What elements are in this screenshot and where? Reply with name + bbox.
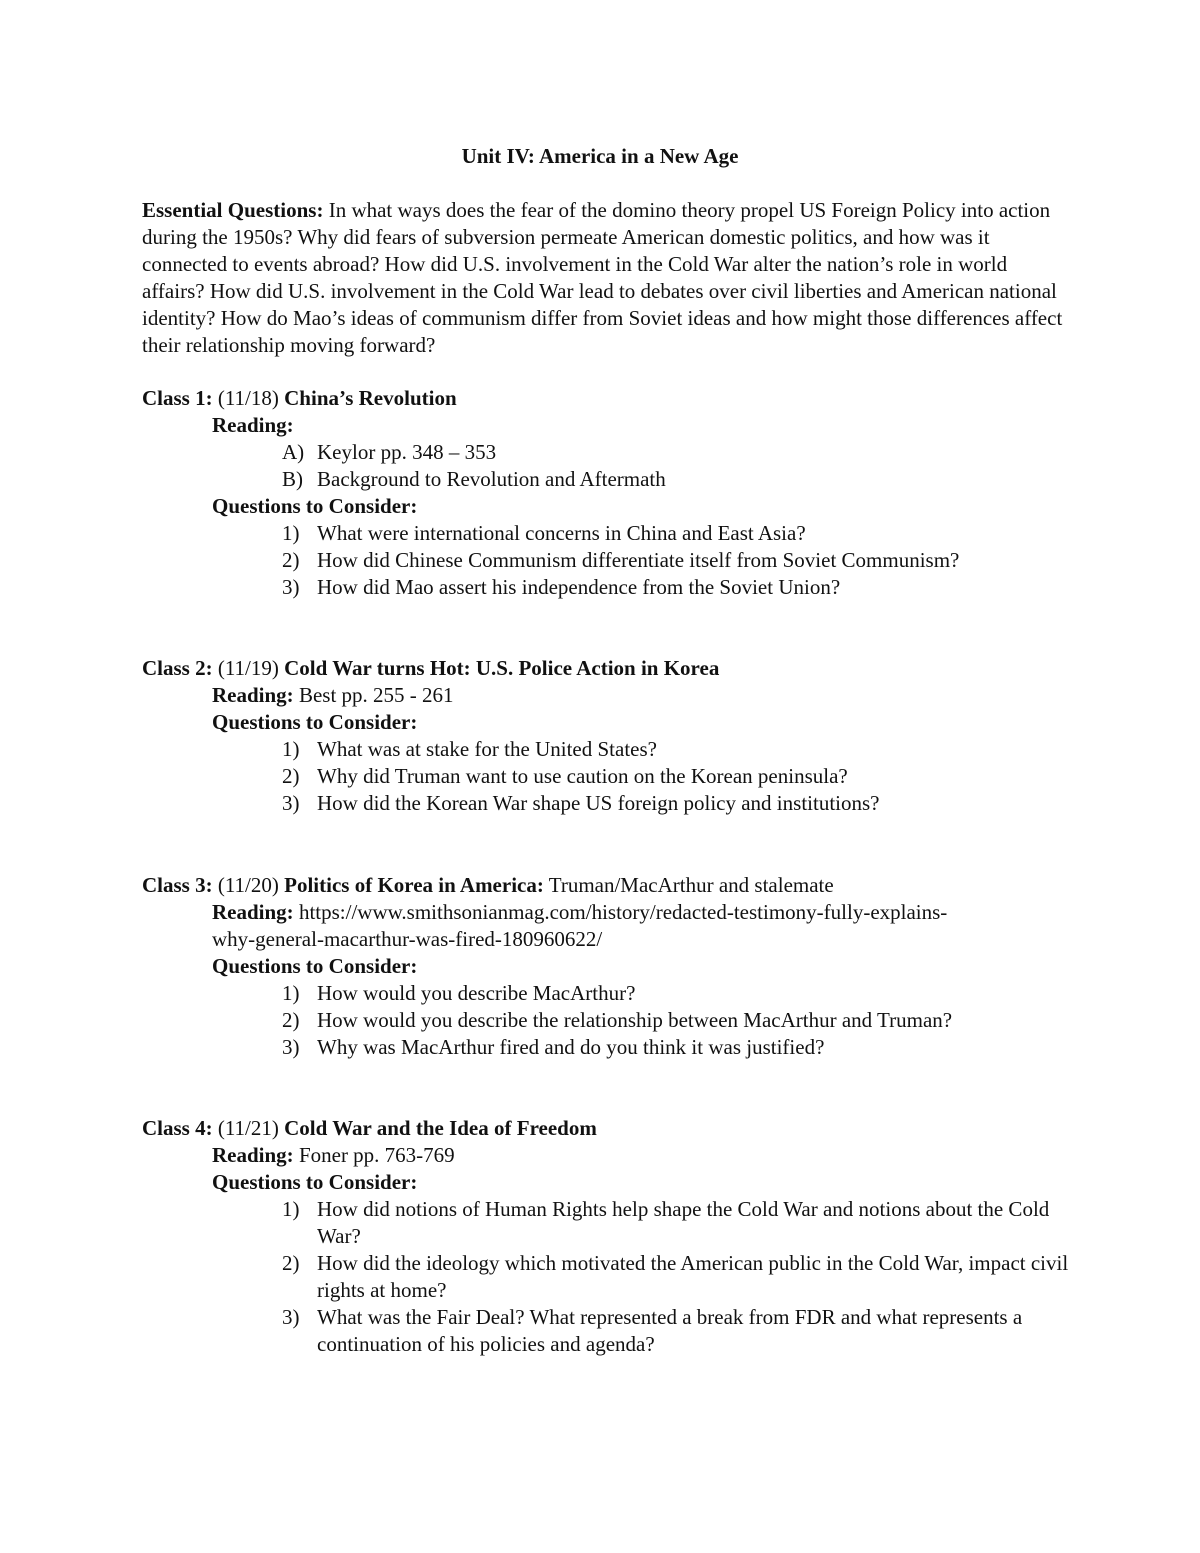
class-1-label: Class 1: xyxy=(142,386,213,410)
list-item: 3) Why was MacArthur fired and do you think it was justified? xyxy=(282,1035,825,1059)
class-3-section xyxy=(142,872,1072,1061)
class-4-heading xyxy=(142,1115,1072,1142)
essential-questions xyxy=(142,197,1072,359)
class-4-section xyxy=(142,1115,1072,1358)
class-4-date: (11/21) xyxy=(212,1116,285,1140)
list-item: 1) How would you describe MacArthur? xyxy=(282,981,636,1005)
list-item: 1) How did notions of Human Rights help shape the Cold War and notions about the Cold War? xyxy=(282,1197,1050,1248)
class-3-title: Politics of Korea in America: xyxy=(284,873,544,897)
class-3-reading: Reading: https://www.smithsonianmag.com/history/redacted-testimony-fully-explains- xyxy=(212,900,948,924)
essential-questions-text: In what ways does the fear of the domino theory propel US Foreign Policy into action during the 1950s? Why did fears of subversion permeate American domestic politics, and how was it connected to events abroad? How did U.S. involvement in the Cold War alter the nation’s role in world affairs? How did U.S. involvement in the Cold War lead to debates over civil liberties and American national identity? How do Mao’s ideas of communism differ from Soviet ideas and how might those differences affect their relationship moving forward? xyxy=(142,198,1063,357)
list-item: 1) What was at stake for the United States? xyxy=(282,737,657,761)
list-item: 2) How would you describe the relationship between MacArthur and Truman? xyxy=(282,1008,953,1032)
list-item: 2) How did the ideology which motivated the American public in the Cold War, impact civil rights at home? xyxy=(282,1251,1069,1302)
class-2-section xyxy=(142,655,1072,817)
class-2-reading: Reading: Best pp. 255 - 261 xyxy=(212,683,454,707)
class-1-questions-list xyxy=(142,520,1072,601)
class-2-heading xyxy=(142,655,1072,682)
class-4-label: Class 4: xyxy=(142,1116,213,1140)
class-1-title: China’s Revolution xyxy=(284,386,457,410)
list-item: A) Keylor pp. 348 – 353 xyxy=(282,440,497,464)
class-3-label: Class 3: xyxy=(142,873,213,897)
page-title: Unit IV: America in a New Age xyxy=(461,144,739,168)
class-4-questions-list xyxy=(142,1196,1072,1358)
list-item: 3) How did Mao assert his independence from the Soviet Union? xyxy=(282,575,841,599)
class-4-title: Cold War and the Idea of Freedom xyxy=(284,1116,597,1140)
class-4-reading: Reading: Foner pp. 763-769 xyxy=(212,1143,455,1167)
class-2-questions-label: Questions to Consider: xyxy=(212,710,418,734)
class-3-date: (11/20) xyxy=(212,873,285,897)
class-2-label: Class 2: xyxy=(142,656,213,680)
class-3-subtitle: Truman/MacArthur and stalemate xyxy=(543,873,834,897)
class-3-heading xyxy=(142,872,1072,899)
list-item: 3) What was the Fair Deal? What represented a break from FDR and what represents a continuation of his policies and agenda? xyxy=(282,1305,1023,1356)
class-1-reading-list xyxy=(142,439,1072,493)
class-4-questions-label: Questions to Consider: xyxy=(212,1170,418,1194)
class-3-reading-continued[interactable]: why-general-macarthur-was-fired-180960622/ xyxy=(212,927,603,951)
list-item: 2) Why did Truman want to use caution on the Korean peninsula? xyxy=(282,764,848,788)
class-2-questions-list xyxy=(142,736,1072,817)
class-1-reading-label: Reading: xyxy=(212,413,294,437)
essential-questions-label: Essential Questions: xyxy=(142,198,324,222)
class-1-date: (11/18) xyxy=(212,386,285,410)
list-item: 3) How did the Korean War shape US foreign policy and institutions? xyxy=(282,791,880,815)
class-1-heading xyxy=(142,385,1072,412)
class-1-questions-label: Questions to Consider: xyxy=(212,494,418,518)
class-3-questions-list xyxy=(142,980,1072,1061)
class-2-title: Cold War turns Hot: U.S. Police Action in Korea xyxy=(284,656,720,680)
reading-link[interactable]: https://www.smithsonianmag.com/history/redacted-testimony-fully-explains- xyxy=(293,900,948,924)
class-1-section xyxy=(142,385,1072,601)
list-item: B) Background to Revolution and Aftermath xyxy=(282,467,666,491)
class-2-date: (11/19) xyxy=(212,656,285,680)
list-item: 1) What were international concerns in China and East Asia? xyxy=(282,521,806,545)
class-3-questions-label: Questions to Consider: xyxy=(212,954,418,978)
list-item: 2) How did Chinese Communism differentiate itself from Soviet Communism? xyxy=(282,548,960,572)
